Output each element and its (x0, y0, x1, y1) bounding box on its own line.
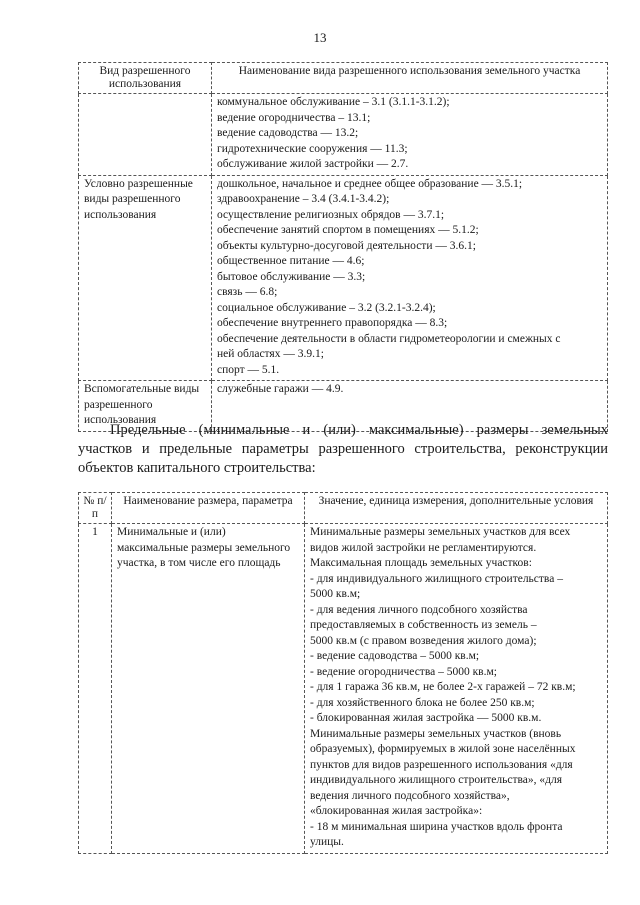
value-line: - ведение садоводства – 5000 кв.м; (310, 650, 480, 662)
column-header-number: № п/п (79, 493, 112, 524)
value-line: 5000 кв.м; (310, 588, 361, 600)
value-line: пунктов для видов разрешенного использования «для (310, 758, 573, 771)
value-line: - для индивидуального жилищного строительства – (310, 572, 563, 585)
list-item: спорт — 5.1. (217, 363, 280, 376)
value-line: Минимальные размеры земельных участков для всех (310, 526, 571, 538)
list-item: объекты культурно-досуговой деятельности — 3.6.1; (217, 239, 476, 252)
value-line: индивидуального жилищного строительства», «для (310, 774, 562, 786)
use-type-cell: Вспомогательные виды разрешенного использования (79, 381, 212, 432)
value-line: - для 1 гаража 36 кв.м, не более 2-х гаражей – 72 кв.м; (310, 681, 576, 693)
value-line: - 18 м минимальная ширина участков вдоль фронта (310, 820, 563, 833)
page-number: 13 (313, 30, 327, 45)
column-header-use-type: Вид разрешенного использования (79, 63, 212, 94)
use-type-cell (79, 94, 212, 176)
parameters-table (78, 492, 608, 854)
use-items-cell (212, 175, 608, 381)
use-type-cell: Условно разрешенные виды разрешенного использования (79, 175, 212, 381)
list-item: осуществление религиозных обрядов — 3.7.1; (217, 208, 445, 221)
column-header-value: Значение, единица измерения, дополнительные условия (305, 493, 608, 524)
list-item: социальное обслуживание – 3.2 (3.2.1-3.2.4); (217, 301, 436, 314)
parameter-value-cell (305, 524, 608, 854)
parameter-name-cell: Минимальные и (или) максимальные размеры земельного участка, в том числе его площадь (112, 524, 305, 854)
list-item: ней областях — 3.9.1; (217, 348, 324, 360)
table-row (79, 175, 608, 381)
table-header-row (79, 493, 608, 524)
column-header-name: Наименование размера, параметра (112, 493, 305, 524)
value-line: Минимальные размеры земельных участков (вновь (310, 727, 562, 740)
list-item: связь — 6.8; (217, 286, 278, 298)
list-item: обеспечение деятельности в области гидрометеорологии и смежных с (217, 332, 561, 345)
table-row (79, 524, 608, 854)
value-line: - блокированная жилая застройка — 5000 кв.м. (310, 712, 542, 724)
value-line: Максимальная площадь земельных участков: (310, 557, 532, 569)
value-line: улицы. (310, 836, 344, 848)
value-line: «блокированная жилая застройка»: (310, 805, 483, 817)
value-line: видов жилой застройки не регламентируются. (310, 541, 537, 554)
list-item: бытовое обслуживание — 3.3; (217, 270, 366, 283)
value-line: 5000 кв.м (с правом возведения жилого дома); (310, 634, 537, 647)
table-row (79, 94, 608, 176)
value-line: - для ведения личного подсобного хозяйства (310, 603, 528, 616)
column-header-use-name: Наименование вида разрешенного использования земельного участка (212, 63, 608, 94)
list-item: здравоохранение – 3.4 (3.4.1-3.4.2); (217, 193, 390, 205)
list-item: обслуживание жилой застройки — 2.7. (217, 158, 409, 170)
list-item: гидротехнические сооружения — 11.3; (217, 142, 408, 155)
paragraph-text: Предельные (минимальные и (или) максимальные) размеры земельных участков и предельные параметры разрешенного строительства, реконструкции объектов капитального строительства: (78, 422, 608, 476)
table-header-row (79, 63, 608, 94)
list-item: обеспечение внутреннего правопорядка — 8.3; (217, 317, 448, 329)
row-number-cell: 1 (79, 524, 112, 854)
value-line: предоставляемых в собственность из земель – (310, 619, 537, 631)
value-line: ведения личного подсобного хозяйства», (310, 789, 510, 802)
use-items-cell (212, 94, 608, 176)
permitted-use-table (78, 62, 608, 432)
list-item: общественное питание — 4.6; (217, 255, 365, 267)
value-line: образуемых), формируемых в жилой зоне населённых (310, 743, 576, 755)
section-paragraph (78, 421, 608, 478)
list-item: ведение садоводства — 13.2; (217, 127, 359, 139)
list-item: дошкольное, начальное и среднее общее образование — 3.5.1; (217, 177, 523, 190)
list-item: коммунальное обслуживание – 3.1 (3.1.1-3.1.2); (217, 96, 450, 108)
list-item: обеспечение занятий спортом в помещениях — 5.1.2; (217, 224, 479, 236)
list-item: ведение огородничества – 13.1; (217, 111, 371, 124)
value-line: - для хозяйственного блока не более 250 кв.м; (310, 696, 535, 709)
list-item: служебные гаражи — 4.9. (217, 383, 344, 395)
value-line: - ведение огородничества – 5000 кв.м; (310, 665, 497, 678)
